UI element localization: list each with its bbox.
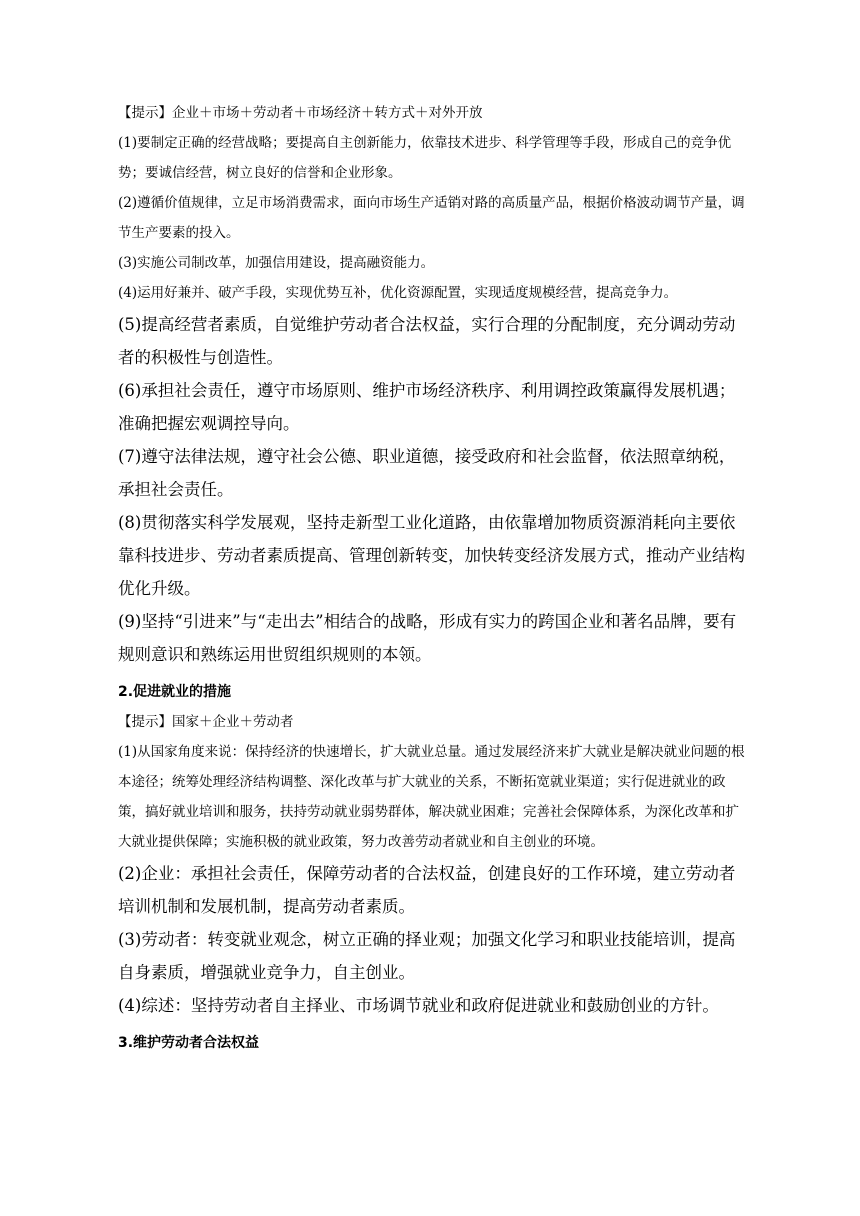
paragraph-item: (5)提高经营者素质，自觉维护劳动者合法权益，实行合理的分配制度，充分调动劳动者的积极性与创造性。 — [118, 315, 736, 367]
paragraph-item: (1)从国家角度来说：保持经济的快速增长，扩大就业总量。通过发展经济来扩大就业是解决就业问题的根本途径；统筹处理经济结构调整、深化改革与扩大就业的关系，不断拓宽就业渠道；实行促进就业的政策，搞好就业培训和服务，扶持劳动就业弱势群体，解决就业困难；完善社会保障体系，为深化改革和扩大就业提供保障；实施积极的就业政策，努力改善劳动者就业和自主创业的环境。 — [118, 744, 745, 850]
paragraph-item: (9)坚持“引进来”与“走出去”相结合的战略，形成有实力的跨国企业和著名品牌，要有规则意识和熟练运用世贸组织规则的本领。 — [118, 612, 737, 664]
paragraph-item: (4)运用好兼并、破产手段，实现优势互补，优化资源配置，实现适度规模经营，提高竞争力。 — [118, 285, 678, 301]
section-heading: 3.维护劳动者合法权益 — [118, 1035, 260, 1051]
paragraph-item: (2)遵循价值规律，立足市场消费需求，面向市场生产适销对路的高质量产品，根据价格波动调节产量，调节生产要素的投入。 — [118, 195, 745, 241]
section-heading: 2.促进就业的措施 — [118, 684, 232, 700]
document-page — [118, 98, 746, 1058]
paragraph-item: (3)实施公司制改革，加强信用建设，提高融资能力。 — [118, 255, 435, 271]
paragraph-item: (8)贯彻落实科学发展观，坚持走新型工业化道路，由依靠增加物质资源消耗向主要依靠科技进步、劳动者素质提高、管理创新转变，加快转变经济发展方式，推动产业结构优化升级。 — [118, 513, 745, 598]
paragraph-item: (4)综述：坚持劳动者自主择业、市场调节就业和政府促进就业和鼓励创业的方针。 — [118, 996, 719, 1015]
hint-line: 【提示】国家＋企业＋劳动者 — [118, 714, 294, 730]
paragraph-item: (2)企业：承担社会责任，保障劳动者的合法权益，创建良好的工作环境，建立劳动者培训机制和发展机制，提高劳动者素质。 — [118, 864, 736, 916]
paragraph-item: (6)承担社会责任，遵守市场原则、维护市场经济秩序、利用调控政策赢得发展机遇；准确把握宏观调控导向。 — [118, 381, 736, 433]
paragraph-item: (3)劳动者：转变就业观念，树立正确的择业观；加强文化学习和职业技能培训，提高自身素质，增强就业竞争力，自主创业。 — [118, 930, 736, 982]
hint-line: 【提示】企业＋市场＋劳动者＋市场经济＋转方式＋对外开放 — [118, 105, 483, 121]
paragraph-item: (7)遵守法律法规，遵守社会公德、职业道德，接受政府和社会监督，依法照章纳税，承担社会责任。 — [118, 447, 736, 499]
paragraph-item: (1)要制定正确的经营战略；要提高自主创新能力，依靠技术进步、科学管理等手段，形成自己的竞争优势；要诚信经营，树立良好的信誉和企业形象。 — [118, 135, 732, 181]
